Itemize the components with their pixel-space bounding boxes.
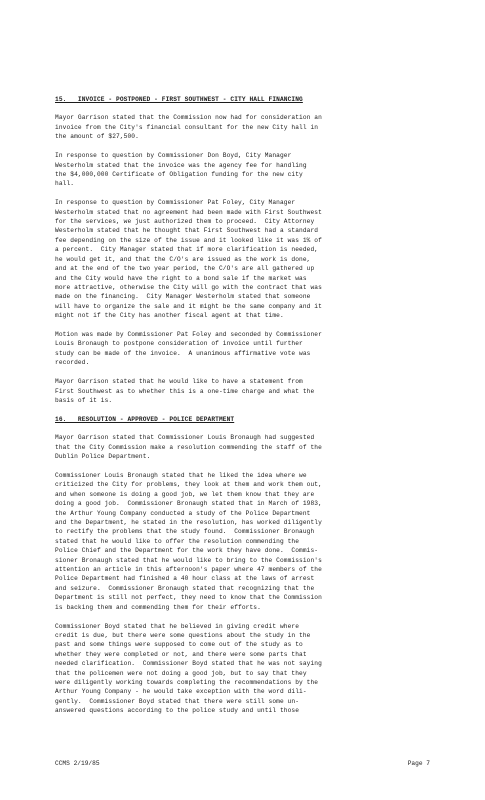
minutes-body (55, 95, 430, 725)
section-15-heading: 15. INVOICE - POSTPONED - FIRST SOUTHWEST - CITY HALL FINANCING (55, 96, 303, 103)
section-16-paragraph-2: Commissioner Louis Bronaugh stated that he liked the idea where we criticized the City for problems, they look at them and work them out, and when someone is doing a good job, we let them know that they are doing a good job. Commissioner Bronaugh stated that in March of 1983, the Arthur Young Company conducted a study of the Police Department and the Department, he stated in the resolution, has worked diligently to rectify the problems that the study found. Commissioner Bronaugh stated that he would like to offer the resolution commending the Police Chief and the Department for the work they have done. Commis- sioner Bronaugh stated that he would like to bring to the Commission's attention an article in this afternoon's paper where 47 members of the Police Department had finished a 40 hour class at the laws of arrest and seizure. Commissioner Bronaugh stated that recognizing that the Department is still not perfect, they need to know that the Commission is backing them and commending them for their efforts. (55, 472, 322, 611)
section-15-paragraph-4: Motion was made by Commissioner Pat Foley and seconded by Commissioner Louis Bronaugh to postpone consideration of invoice until further study can be made of the invoice. A unanimous affirmative vote was recorded. (55, 331, 322, 367)
footer-date: CCMS 2/19/85 (55, 760, 100, 767)
section-15-paragraph-2: In response to question by Commissioner Don Boyd, City Manager Westerholm stated that the invoice was the agency fee for handling the $4,000,000 Certificate of Obligation funding for the new city hall. (55, 152, 307, 188)
section-15-paragraph-1: Mayor Garrison stated that the Commission now had for consideration an invoice from the City's financial consultant for the new City hall in the amount of $27,500. (55, 114, 322, 141)
footer-page-number: Page 7 (407, 760, 430, 767)
section-16-paragraph-3: Commissioner Boyd stated that he believed in giving credit where credit is due, but there were some questions about the study in the past and some things were supposed to come out of the study as to whether they were completed or not, and there were some parts that needed clarification. Commissioner Boyd stated that he was not saying that the policemen were not doing a good job, but to say that they were diligently working towards completing the recommendations by the Arthur Young Company - he would take exception with the word dili- gently. Commissioner Boyd stated that there were still some un- answered questions according to the police study and until those (55, 622, 322, 715)
section-16-heading: 16. RESOLUTION - APPROVED - POLICE DEPARTMENT (55, 415, 235, 423)
section-15-paragraph-3: In response to question by Commissioner Pat Foley, City Manager Westerholm stated that no agreement had been made with First Southwest for the services, we just authorized them to proceed. City Attorney Westerholm stated that he thought that First Southwest had a standard fee depending on the size of the issue and it looked like it was 1% of a percent. City Manager stated that if more clarification is needed, he would get it, and that the C/O's are issued as the work is done, and at the end of the two year period, the C/O's are all gathered up and the City would have the right to a bond sale if the market was more attractive, otherwise the City will go with the contract that was made on the financing. City Manager Westerholm stated that someone will have to organize the sale and it might be the same company and it might not if the City has another fiscal agent at that time. (55, 199, 322, 320)
section-15-paragraph-5: Mayor Garrison stated that he would like to have a statement from First Southwest as to whether this is a one-time charge and what the basis of it is. (55, 378, 315, 404)
section-16-paragraph-1: Mayor Garrison stated that Commissioner Louis Bronaugh had suggested that the City Commission make a resolution commending the staff of the Dublin Police Department. (55, 434, 322, 461)
